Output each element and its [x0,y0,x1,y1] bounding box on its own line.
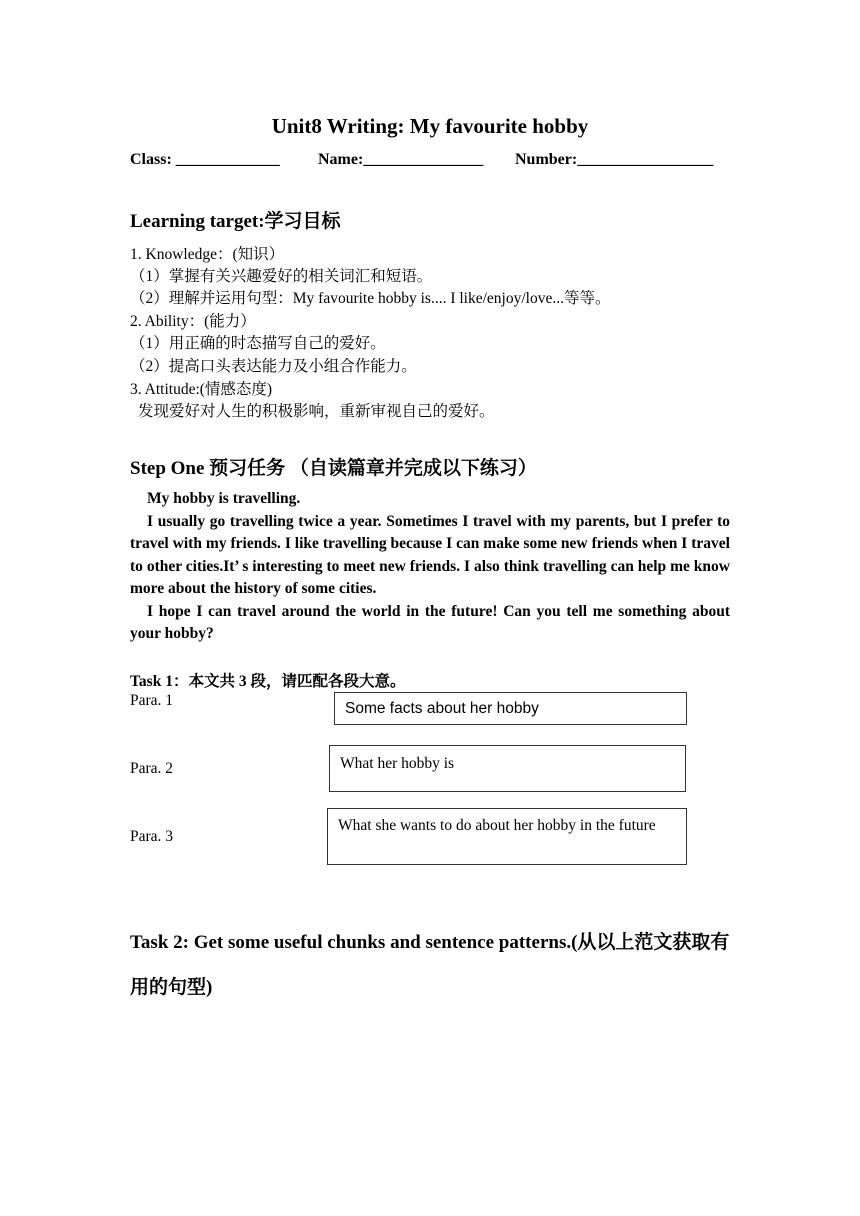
target-line: （2）提高口头表达能力及小组合作能力。 [130,358,417,375]
number-field: Number:_________________ [515,151,714,168]
page-title: Unit8 Writing: My favourite hobby [271,114,589,138]
passage-paragraph: My hobby is travelling. [147,490,301,507]
task2-heading: Task 2: Get some useful chunks and sentence patterns.(从以上范文获取有用的句型) [130,932,730,998]
target-line: （1）用正确的时态描写自己的爱好。 [130,335,386,352]
passage-paragraph: I usually go travelling twice a year. Sometimes I travel with my parents, but I prefer to travel with my friends. I like travelling because I can make some new friends when I travel to other cities.It’ s interesting to meet new friends. I also think travelling can help me know more about the history of some cities. [130,512,730,597]
match-box: What her hobby is [329,745,686,792]
target-line: （2）理解并运用句型：My favourite hobby is.... I like/enjoy/love...等等。 [130,290,611,307]
reading-passage [130,488,730,646]
match-box: Some facts about her hobby [334,692,687,725]
learning-target-heading: Learning target:学习目标 [130,211,341,232]
step-one-heading: Step One 预习任务 （自读篇章并完成以下练习） [130,458,537,479]
target-line: 2. Ability：(能力） [130,313,256,330]
para-label: Para. 2 [130,760,174,777]
name-field: Name:_______________ [318,151,484,168]
passage-paragraph: I hope I can travel around the world in the future! Can you tell me something about your hobby? [130,602,730,642]
class-field: Class: _____________ [130,151,280,168]
target-line: 发现爱好对人生的积极影响，重新审视自己的爱好。 [138,403,495,420]
para-label: Para. 1 [130,692,174,709]
target-line: 1. Knowledge：(知识） [130,246,285,263]
target-line: （1）掌握有关兴趣爱好的相关词汇和短语。 [130,268,433,285]
target-line: 3. Attitude:(情感态度) [130,381,273,398]
task1-heading: Task 1：本文共 3 段，请匹配各段大意。 [130,673,406,690]
para-label: Para. 3 [130,828,174,845]
match-box: What she wants to do about her hobby in the future [327,808,687,865]
